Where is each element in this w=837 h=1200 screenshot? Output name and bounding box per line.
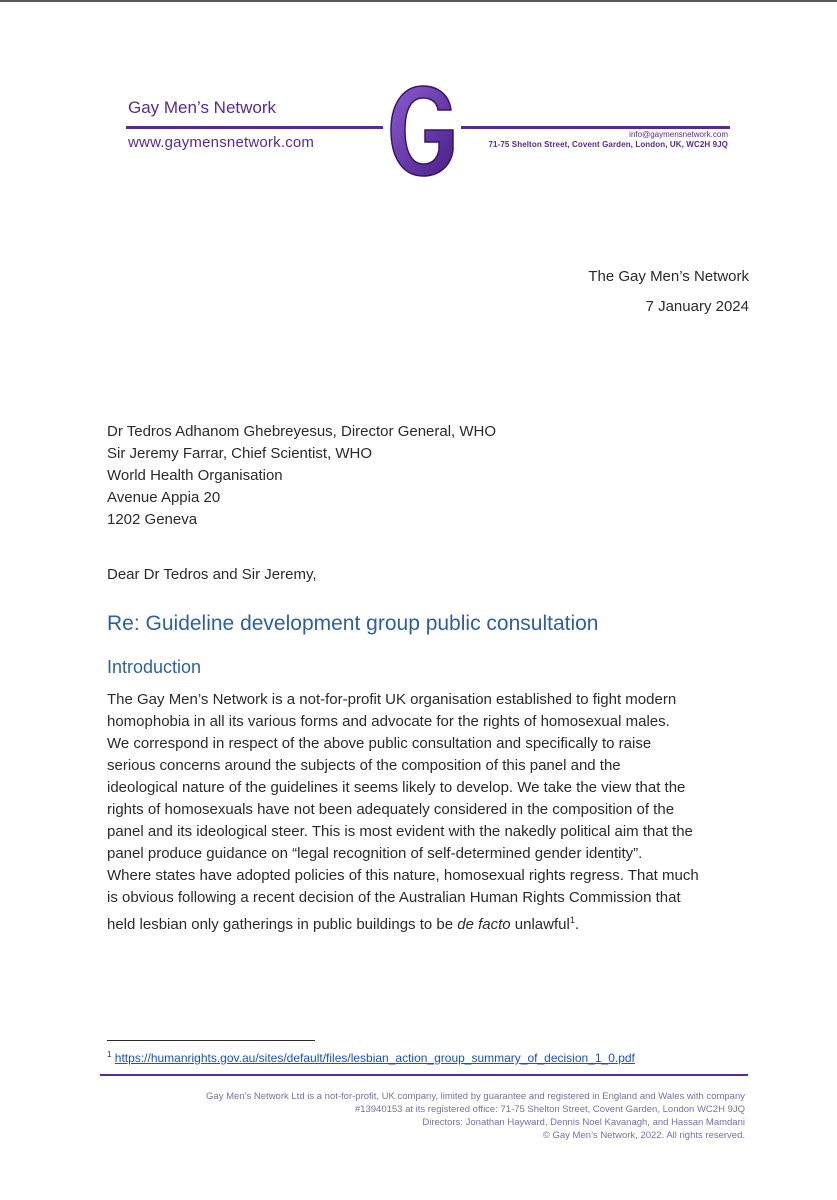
recipient-line: Sir Jeremy Farrar, Chief Scientist, WHO (107, 445, 373, 462)
recipient-line: Avenue Appia 20 (107, 489, 221, 506)
body-line: is obvious following a recent decision of the Australian Human Rights Commission that (107, 889, 681, 906)
salutation: Dear Dr Tedros and Sir Jeremy, (107, 566, 317, 583)
body-line: panel produce guidance on “legal recognition of self-determined gender identity”. (107, 845, 643, 862)
footer-line: Directors: Jonathan Hayward, Dennis Noel Kavanagh, and Hassan Mamdani (422, 1117, 745, 1128)
body-line: Where states have adopted policies of this nature, homosexual rights regress. That much (107, 867, 699, 884)
body-text-segment: . (574, 916, 580, 933)
body-line: panel and its ideological steer. This is most evident with the nakedly political aim that the (107, 823, 693, 840)
org-website[interactable]: www.gaymensnetwork.com (128, 134, 315, 151)
org-name: Gay Men’s Network (128, 98, 277, 117)
recipient-line: 1202 Geneva (107, 511, 198, 528)
body-line: ideological nature of the guidelines it seems likely to develop. We take the view that the (107, 779, 686, 796)
footnote-number: 1 (107, 1050, 112, 1059)
footnote (107, 1050, 635, 1065)
body-paragraph (107, 689, 757, 936)
recipient-line: World Health Organisation (107, 467, 283, 484)
sender-name: The Gay Men’s Network (588, 268, 749, 285)
contact-email[interactable]: info@gaymensnetwork.com (629, 130, 728, 139)
section-heading-introduction: Introduction (107, 657, 202, 677)
subject-heading: Re: Guideline development group public consultation (107, 612, 599, 635)
gmn-logo (383, 80, 461, 180)
footer-line: Gay Men’s Network Ltd is a not-for-profit, UK company, limited by guarantee and registered in England and Wales with company (206, 1091, 745, 1102)
recipient-address-block (107, 421, 496, 531)
footer-legal-text (90, 1090, 745, 1142)
footnote-link[interactable]: https://humanrights.gov.au/sites/default/files/lesbian_action_group_summary_of_decision_1_0.pdf (114, 1051, 635, 1065)
body-line: homophobia in all its various forms and advocate for the rights of homosexual males. (107, 713, 670, 730)
page-top-border (0, 0, 837, 2)
body-line: The Gay Men’s Network is a not-for-profit UK organisation established to fight modern (107, 691, 677, 708)
body-text-segment: held lesbian only gatherings in public buildings to be (107, 916, 458, 933)
footer-line: © Gay Men’s Network, 2022. All rights reserved. (542, 1130, 745, 1141)
footnote-separator (107, 1040, 315, 1041)
italic-text: de facto (457, 916, 511, 933)
footer-rule (100, 1074, 748, 1076)
letter-date: 7 January 2024 (645, 298, 749, 315)
body-line: rights of homosexuals have not been adequately considered in the composition of the (107, 801, 675, 818)
contact-address: 71-75 Shelton Street, Covent Garden, London, UK, WC2H 9JQ (488, 140, 728, 149)
body-line: serious concerns around the subjects of the composition of this panel and the (107, 757, 621, 774)
body-line-last (107, 909, 757, 936)
body-line: We correspond in respect of the above public consultation and specifically to raise (107, 735, 652, 752)
body-text-segment: unlawful (510, 916, 570, 933)
footnote-reference[interactable]: 1 (569, 915, 575, 925)
footer-line: #13940153 at its registered office: 71-75 Shelton Street, Covent Garden, London WC2H 9JQ (354, 1104, 745, 1115)
recipient-line: Dr Tedros Adhanom Ghebreyesus, Director General, WHO (107, 423, 497, 440)
g-logo-icon (383, 80, 461, 180)
